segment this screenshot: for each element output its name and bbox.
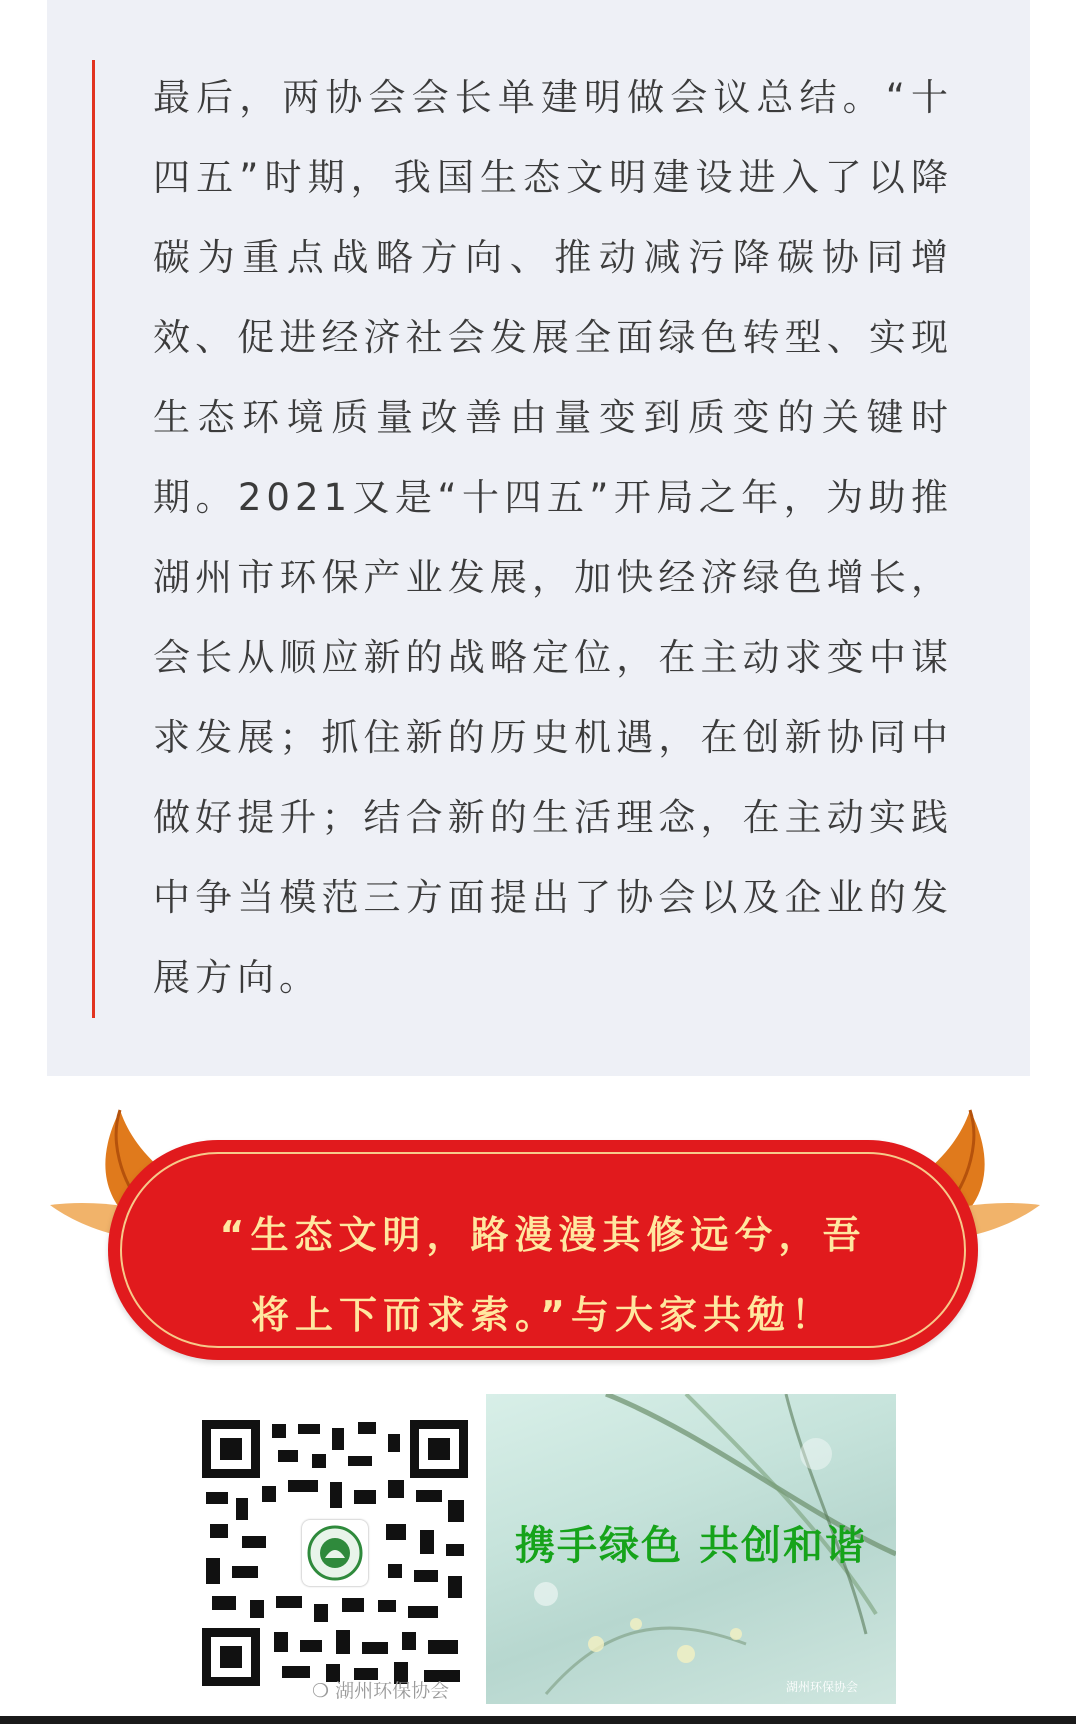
bottom-divider [0, 1716, 1076, 1724]
quote-banner [0, 1100, 1076, 1390]
quote-line-2: 将上下而求索。”与大家共勉！ [251, 1293, 835, 1337]
promo-card [486, 1394, 896, 1704]
article-paragraph: 最后，两协会会长单建明做会议总结。“十四五”时期，我国生态文明建设进入了以降碳为重点战略方向、推动减污降碳协同增效、促进经济社会发展全面绿色转型、实现生态环境质量改善由量变到质变的关键时期。2021又是“十四五”开局之年，为助推湖州市环保产业发展，加快经济绿色增长，会长从顺应新的战略定位，在主动求变中谋求发展；抓住新的历史机遇，在创新协同中做好提升；结合新的生活理念，在主动实践中争当模范三方面提出了协会以及企业的发展方向。 [153, 76, 953, 999]
qr-watermark-text: 湖州环保协会 [335, 1680, 450, 1702]
qr-watermark [312, 1676, 449, 1703]
promo-watermark [786, 1678, 858, 1695]
promo-watermark-text: 湖州环保协会 [786, 1680, 859, 1694]
quote-line-1: “生态文明，路漫漫其修远兮，吾 [219, 1213, 867, 1257]
wechat-icon: ❍ [312, 1680, 336, 1702]
association-logo-icon [302, 1520, 368, 1586]
quote-banner-body [108, 1140, 978, 1360]
promo-slogan: 携手绿色 共创和谐 [515, 1523, 867, 1569]
accent-bar [92, 60, 95, 1018]
qr-code[interactable] [202, 1420, 468, 1686]
